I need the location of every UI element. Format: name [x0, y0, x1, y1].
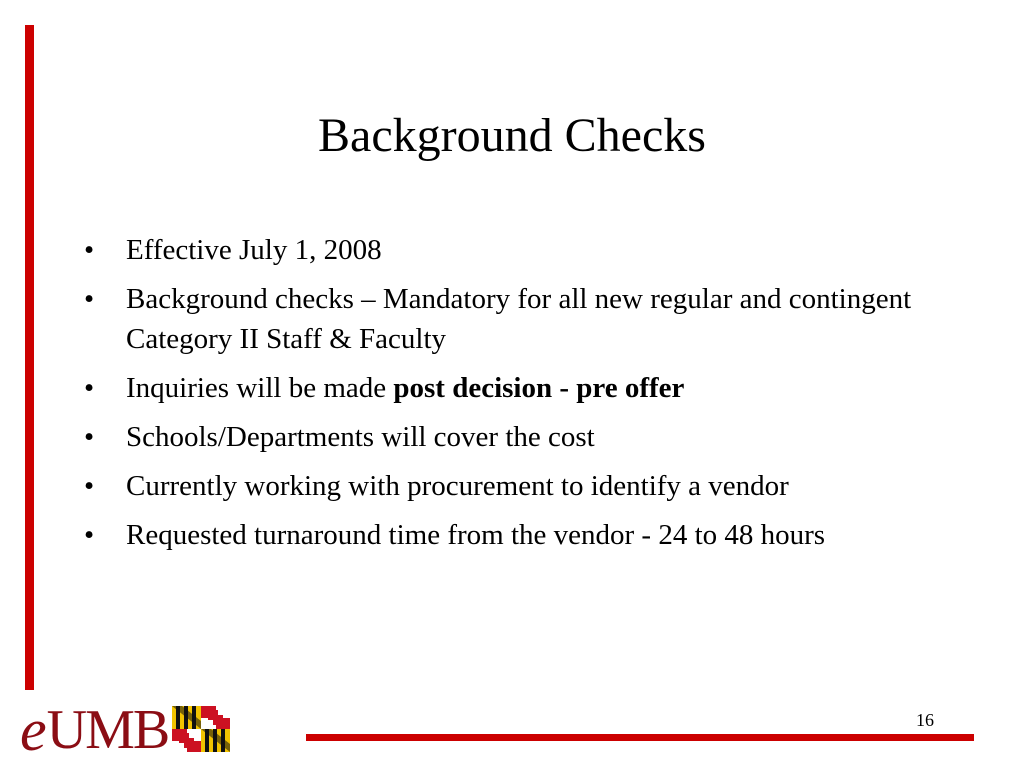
bullet-text: Background checks – Mandatory for all new regular and contingent Category II Staff & Faculty	[126, 283, 912, 355]
flag-quarter-calvert-1	[172, 706, 201, 729]
bullet-dot: •	[84, 372, 95, 404]
bullet-dot: •	[84, 283, 95, 315]
bullet-text: Requested turnaround time from the vendor - 24 to 48 hours	[126, 519, 826, 551]
bullet-item	[80, 279, 940, 359]
bullet-bold-text: post decision - pre offer	[393, 372, 685, 404]
bullet-dot: •	[84, 234, 95, 266]
bullet-item	[80, 368, 940, 408]
flag-quarter-crossland-1	[201, 706, 230, 729]
bullet-dot: •	[84, 470, 95, 502]
bottom-accent-bar	[306, 734, 974, 741]
bullet-text: Currently working with procurement to identify a vendor	[126, 470, 789, 502]
maryland-flag-icon	[172, 706, 230, 752]
bullet-dot: •	[84, 519, 95, 551]
bullet-text: Effective July 1, 2008	[126, 234, 382, 266]
logo-umb: UMB	[46, 699, 169, 761]
page-number: 16	[916, 710, 934, 730]
bullet-text: Inquiries will be made	[126, 372, 394, 404]
eumb-logo	[20, 697, 230, 763]
flag-quarter-calvert-2	[201, 729, 230, 752]
bullet-dot: •	[84, 421, 95, 453]
bullet-list	[80, 230, 940, 564]
bullet-text: Schools/Departments will cover the cost	[126, 421, 595, 453]
flag-quarter-crossland-2	[172, 729, 201, 752]
bullet-item	[80, 515, 940, 555]
slide-title: Background Checks	[318, 109, 706, 162]
bullet-item	[80, 466, 940, 506]
bullet-item	[80, 230, 940, 270]
logo-e: e	[20, 697, 47, 763]
bullet-item	[80, 417, 940, 457]
